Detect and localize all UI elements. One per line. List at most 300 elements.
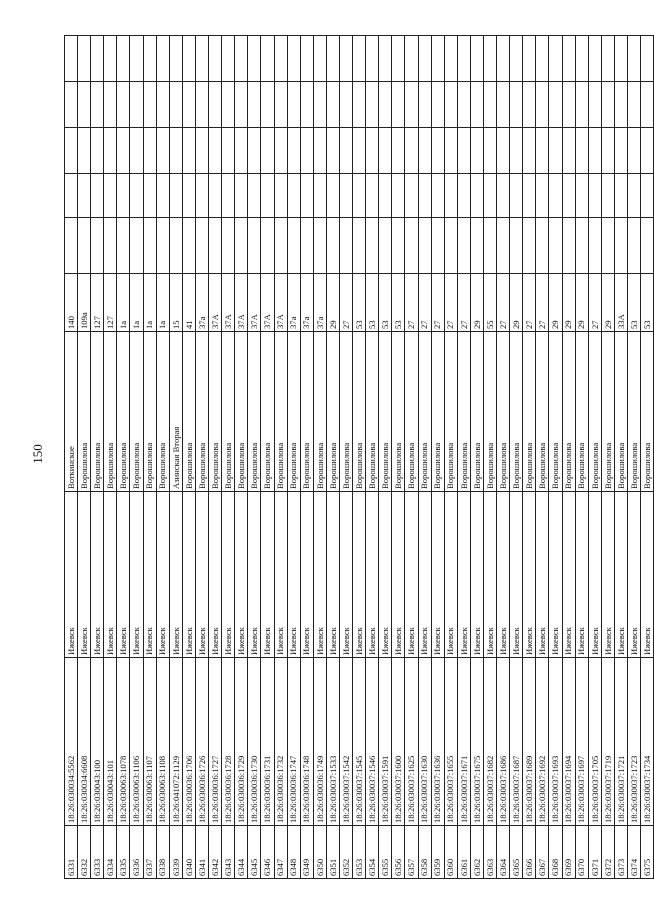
empty-cell [510, 36, 523, 82]
cadastral-number-cell: 18:26:030037:1630 [418, 658, 431, 826]
empty-cell [405, 174, 418, 218]
empty-cell [117, 36, 130, 82]
row-number-cell: 6352 [339, 826, 352, 879]
empty-cell [641, 82, 654, 128]
empty-cell [274, 218, 287, 274]
house-cell: 33А [614, 274, 627, 332]
empty-cell [418, 36, 431, 82]
table-row [379, 36, 392, 879]
table-row [444, 36, 457, 879]
city-cell: Ижевск [65, 492, 78, 658]
empty-cell [300, 36, 313, 82]
empty-cell [248, 128, 261, 174]
cadastral-number-cell: 18:26:030037:1687 [510, 658, 523, 826]
street-cell: Ворошилова [614, 332, 627, 492]
cadastral-number-cell: 18:26:030037:1719 [601, 658, 614, 826]
table-row [523, 36, 536, 879]
row-number-cell: 6369 [562, 826, 575, 879]
cadastral-number-cell: 18:26:030037:1723 [628, 658, 641, 826]
empty-cell [431, 174, 444, 218]
city-cell: Ижевск [457, 492, 470, 658]
street-cell: Ворошилова [117, 332, 130, 492]
empty-cell [562, 218, 575, 274]
street-cell: Ворошилова [484, 332, 497, 492]
house-cell: 29 [549, 274, 562, 332]
row-number-cell: 6345 [248, 826, 261, 879]
empty-cell [601, 218, 614, 274]
table-row [418, 36, 431, 879]
empty-cell [601, 128, 614, 174]
table-row [575, 36, 588, 879]
cadastral-number-cell: 18:26:030037:1692 [536, 658, 549, 826]
table-row [536, 36, 549, 879]
page-number: 150 [30, 444, 45, 464]
empty-cell [261, 36, 274, 82]
city-cell: Ижевск [169, 492, 182, 658]
empty-cell [65, 82, 78, 128]
empty-cell [78, 36, 91, 82]
city-cell: Ижевск [392, 492, 405, 658]
city-cell: Ижевск [575, 492, 588, 658]
street-cell: Ворошилова [379, 332, 392, 492]
empty-cell [614, 128, 627, 174]
empty-cell [392, 128, 405, 174]
empty-cell [248, 36, 261, 82]
street-cell: Ворошилова [549, 332, 562, 492]
table-row [641, 36, 654, 879]
empty-cell [457, 218, 470, 274]
empty-cell [484, 82, 497, 128]
table-row [195, 36, 208, 879]
table-row [497, 36, 510, 879]
house-cell: 53 [366, 274, 379, 332]
empty-cell [261, 174, 274, 218]
city-cell: Ижевск [143, 492, 156, 658]
table-row [628, 36, 641, 879]
empty-cell [418, 82, 431, 128]
row-number-cell: 6338 [156, 826, 169, 879]
street-cell: Ворошилова [78, 332, 91, 492]
cadastral-number-cell: 18:26:030043:101 [104, 658, 117, 826]
empty-cell [379, 82, 392, 128]
city-cell: Ижевск [497, 492, 510, 658]
city-cell: Ижевск [248, 492, 261, 658]
cadastral-number-cell: 18:26:030036:1727 [209, 658, 222, 826]
house-cell: 29 [562, 274, 575, 332]
empty-cell [274, 82, 287, 128]
house-cell: 27 [339, 274, 352, 332]
street-cell: Ворошилова [457, 332, 470, 492]
empty-cell [614, 82, 627, 128]
empty-cell [261, 218, 274, 274]
empty-cell [523, 218, 536, 274]
house-cell: 41 [182, 274, 195, 332]
house-cell: 53 [641, 274, 654, 332]
house-cell: 37а [313, 274, 326, 332]
empty-cell [457, 82, 470, 128]
row-number-cell: 6348 [287, 826, 300, 879]
city-cell: Ижевск [523, 492, 536, 658]
empty-cell [484, 174, 497, 218]
street-cell: Ворошилова [287, 332, 300, 492]
table-row [169, 36, 182, 879]
row-number-cell: 6364 [497, 826, 510, 879]
house-cell: 53 [628, 274, 641, 332]
row-number-cell: 6375 [641, 826, 654, 879]
empty-cell [300, 128, 313, 174]
empty-cell [431, 36, 444, 82]
empty-cell [523, 128, 536, 174]
city-cell: Ижевск [549, 492, 562, 658]
house-cell: 1а [143, 274, 156, 332]
empty-cell [392, 174, 405, 218]
table-body [65, 36, 654, 879]
table-row [326, 36, 339, 879]
empty-cell [549, 36, 562, 82]
table-row [182, 36, 195, 879]
empty-cell [392, 82, 405, 128]
house-cell: 37А [248, 274, 261, 332]
empty-cell [143, 82, 156, 128]
cadastral-number-cell: 18:26:030037:1636 [431, 658, 444, 826]
city-cell: Ижевск [510, 492, 523, 658]
empty-cell [562, 82, 575, 128]
empty-cell [156, 36, 169, 82]
empty-cell [130, 36, 143, 82]
street-cell: Ворошилова [300, 332, 313, 492]
empty-cell [300, 82, 313, 128]
house-cell: 1а [117, 274, 130, 332]
city-cell: Ижевск [130, 492, 143, 658]
street-cell: Воткинское [65, 332, 78, 492]
empty-cell [274, 36, 287, 82]
empty-cell [601, 36, 614, 82]
empty-cell [91, 82, 104, 128]
empty-cell [497, 128, 510, 174]
empty-cell [222, 174, 235, 218]
row-number-cell: 6358 [418, 826, 431, 879]
row-number-cell: 6354 [366, 826, 379, 879]
cadastral-number-cell: 18:26:041072:1129 [169, 658, 182, 826]
empty-cell [470, 128, 483, 174]
empty-cell [588, 82, 601, 128]
empty-cell [130, 174, 143, 218]
empty-cell [641, 36, 654, 82]
empty-cell [313, 128, 326, 174]
city-cell: Ижевск [117, 492, 130, 658]
empty-cell [366, 82, 379, 128]
cadastral-number-cell: 18:26:030037:1705 [588, 658, 601, 826]
empty-cell [405, 128, 418, 174]
house-cell: 53 [353, 274, 366, 332]
city-cell: Ижевск [78, 492, 91, 658]
empty-cell [575, 36, 588, 82]
empty-cell [287, 218, 300, 274]
empty-cell [78, 174, 91, 218]
empty-cell [143, 128, 156, 174]
city-cell: Ижевск [641, 492, 654, 658]
cadastral-number-cell: 18:26:030036:1732 [274, 658, 287, 826]
empty-cell [392, 36, 405, 82]
row-number-cell: 6367 [536, 826, 549, 879]
empty-cell [628, 36, 641, 82]
empty-cell [379, 128, 392, 174]
empty-cell [601, 82, 614, 128]
cadastral-number-cell: 18:26:030037:1689 [523, 658, 536, 826]
empty-cell [182, 174, 195, 218]
cadastral-number-cell: 18:26:030037:1625 [405, 658, 418, 826]
street-cell: Ворошилова [444, 332, 457, 492]
row-number-cell: 6362 [470, 826, 483, 879]
empty-cell [418, 218, 431, 274]
row-number-cell: 6365 [510, 826, 523, 879]
empty-cell [287, 128, 300, 174]
table-row [549, 36, 562, 879]
empty-cell [431, 82, 444, 128]
empty-cell [536, 128, 549, 174]
street-cell: Ворошилова [235, 332, 248, 492]
house-cell: 55 [484, 274, 497, 332]
row-number-cell: 6344 [235, 826, 248, 879]
row-number-cell: 6373 [614, 826, 627, 879]
empty-cell [497, 218, 510, 274]
empty-cell [182, 82, 195, 128]
city-cell: Ижевск [588, 492, 601, 658]
empty-cell [379, 218, 392, 274]
table-row [91, 36, 104, 879]
empty-cell [457, 36, 470, 82]
empty-cell [536, 174, 549, 218]
cadastral-table [64, 35, 654, 879]
empty-cell [91, 218, 104, 274]
house-cell: 37а [287, 274, 300, 332]
row-number-cell: 6343 [222, 826, 235, 879]
empty-cell [130, 82, 143, 128]
street-cell: Ворошилова [209, 332, 222, 492]
table-row [130, 36, 143, 879]
street-cell: Ворошилова [339, 332, 352, 492]
empty-cell [326, 174, 339, 218]
empty-cell [143, 218, 156, 274]
row-number-cell: 6356 [392, 826, 405, 879]
house-cell: 27 [523, 274, 536, 332]
empty-cell [366, 174, 379, 218]
cadastral-number-cell: 18:26:030037:1546 [366, 658, 379, 826]
row-number-cell: 6359 [431, 826, 444, 879]
cadastral-number-cell: 18:26:030063:1107 [143, 658, 156, 826]
empty-cell [405, 82, 418, 128]
empty-cell [169, 128, 182, 174]
cadastral-number-cell: 18:26:030037:1591 [379, 658, 392, 826]
empty-cell [65, 128, 78, 174]
empty-cell [523, 174, 536, 218]
house-cell: 53 [379, 274, 392, 332]
cadastral-number-cell: 18:26:030063:1106 [130, 658, 143, 826]
house-cell: 29 [326, 274, 339, 332]
empty-cell [614, 36, 627, 82]
empty-cell [392, 218, 405, 274]
city-cell: Ижевск [209, 492, 222, 658]
empty-cell [156, 218, 169, 274]
city-cell: Ижевск [104, 492, 117, 658]
empty-cell [523, 36, 536, 82]
city-cell: Ижевск [287, 492, 300, 658]
table-row [457, 36, 470, 879]
empty-cell [628, 218, 641, 274]
table-row [300, 36, 313, 879]
table-row [117, 36, 130, 879]
empty-cell [484, 218, 497, 274]
empty-cell [156, 128, 169, 174]
row-number-cell: 6368 [549, 826, 562, 879]
empty-cell [130, 218, 143, 274]
city-cell: Ижевск [195, 492, 208, 658]
empty-cell [287, 174, 300, 218]
empty-cell [549, 82, 562, 128]
empty-cell [366, 218, 379, 274]
table-row [339, 36, 352, 879]
table-row [78, 36, 91, 879]
row-number-cell: 6363 [484, 826, 497, 879]
table-row [235, 36, 248, 879]
empty-cell [536, 82, 549, 128]
street-cell: Ворошилова [510, 332, 523, 492]
cadastral-number-cell: 18:26:030036:1730 [248, 658, 261, 826]
row-number-cell: 6351 [326, 826, 339, 879]
empty-cell [431, 128, 444, 174]
table-row [392, 36, 405, 879]
cadastral-number-cell: 18:26:030036:1728 [222, 658, 235, 826]
house-cell: 37А [261, 274, 274, 332]
empty-cell [379, 174, 392, 218]
empty-cell [470, 218, 483, 274]
cadastral-number-cell: 18:26:030036:1748 [300, 658, 313, 826]
cadastral-number-cell: 18:26:030037:1533 [326, 658, 339, 826]
empty-cell [366, 36, 379, 82]
house-cell: 127 [104, 274, 117, 332]
empty-cell [562, 128, 575, 174]
house-cell: 27 [418, 274, 431, 332]
row-number-cell: 6360 [444, 826, 457, 879]
empty-cell [457, 174, 470, 218]
row-number-cell: 6371 [588, 826, 601, 879]
empty-cell [274, 128, 287, 174]
empty-cell [353, 174, 366, 218]
empty-cell [549, 128, 562, 174]
cadastral-number-cell: 18:26:030037:1721 [614, 658, 627, 826]
empty-cell [91, 128, 104, 174]
empty-cell [235, 36, 248, 82]
empty-cell [143, 174, 156, 218]
empty-cell [614, 174, 627, 218]
table-row [562, 36, 575, 879]
street-cell: Ворошилова [523, 332, 536, 492]
empty-cell [353, 82, 366, 128]
city-cell: Ижевск [156, 492, 169, 658]
empty-cell [549, 174, 562, 218]
table-row [313, 36, 326, 879]
empty-cell [510, 128, 523, 174]
empty-cell [339, 36, 352, 82]
row-number-cell: 6340 [182, 826, 195, 879]
empty-cell [444, 36, 457, 82]
row-number-cell: 6357 [405, 826, 418, 879]
empty-cell [444, 82, 457, 128]
cadastral-number-cell: 18:26:030037:1655 [444, 658, 457, 826]
city-cell: Ижевск [91, 492, 104, 658]
table-row [222, 36, 235, 879]
cadastral-number-cell: 18:26:030037:1694 [562, 658, 575, 826]
street-cell: Ворошилова [418, 332, 431, 492]
house-cell: 27 [588, 274, 601, 332]
street-cell: Ворошилова [104, 332, 117, 492]
empty-cell [510, 218, 523, 274]
empty-cell [104, 218, 117, 274]
house-cell: 29 [470, 274, 483, 332]
empty-cell [575, 174, 588, 218]
city-cell: Ижевск [222, 492, 235, 658]
empty-cell [353, 128, 366, 174]
table-row [143, 36, 156, 879]
empty-cell [510, 174, 523, 218]
city-cell: Ижевск [261, 492, 274, 658]
city-cell: Ижевск [431, 492, 444, 658]
house-cell: 27 [536, 274, 549, 332]
empty-cell [209, 218, 222, 274]
table-row [431, 36, 444, 879]
empty-cell [78, 218, 91, 274]
house-cell: 27 [431, 274, 444, 332]
empty-cell [339, 82, 352, 128]
empty-cell [91, 36, 104, 82]
row-number-cell: 6341 [195, 826, 208, 879]
empty-cell [209, 82, 222, 128]
row-number-cell: 6350 [313, 826, 326, 879]
empty-cell [182, 218, 195, 274]
empty-cell [274, 174, 287, 218]
street-cell: Ворошилова [536, 332, 549, 492]
row-number-cell: 6346 [261, 826, 274, 879]
empty-cell [575, 82, 588, 128]
empty-cell [444, 218, 457, 274]
empty-cell [588, 128, 601, 174]
cadastral-number-cell: 18:26:030037:1686 [497, 658, 510, 826]
empty-cell [379, 36, 392, 82]
house-cell: 127 [91, 274, 104, 332]
empty-cell [222, 128, 235, 174]
empty-cell [641, 218, 654, 274]
house-cell: 27 [497, 274, 510, 332]
house-cell: 15 [169, 274, 182, 332]
empty-cell [536, 218, 549, 274]
cadastral-number-cell: 18:26:030036:1747 [287, 658, 300, 826]
house-cell: 1а [130, 274, 143, 332]
street-cell: Ворошилова [588, 332, 601, 492]
row-number-cell: 6333 [91, 826, 104, 879]
empty-cell [156, 82, 169, 128]
row-number-cell: 6336 [130, 826, 143, 879]
empty-cell [523, 82, 536, 128]
empty-cell [313, 82, 326, 128]
city-cell: Ижевск [366, 492, 379, 658]
street-cell: Ворошилова [366, 332, 379, 492]
table-row [261, 36, 274, 879]
cadastral-number-cell: 18:26:030036:1706 [182, 658, 195, 826]
row-number-cell: 6334 [104, 826, 117, 879]
empty-cell [562, 174, 575, 218]
empty-cell [195, 174, 208, 218]
cadastral-number-cell: 18:26:030037:1542 [339, 658, 352, 826]
